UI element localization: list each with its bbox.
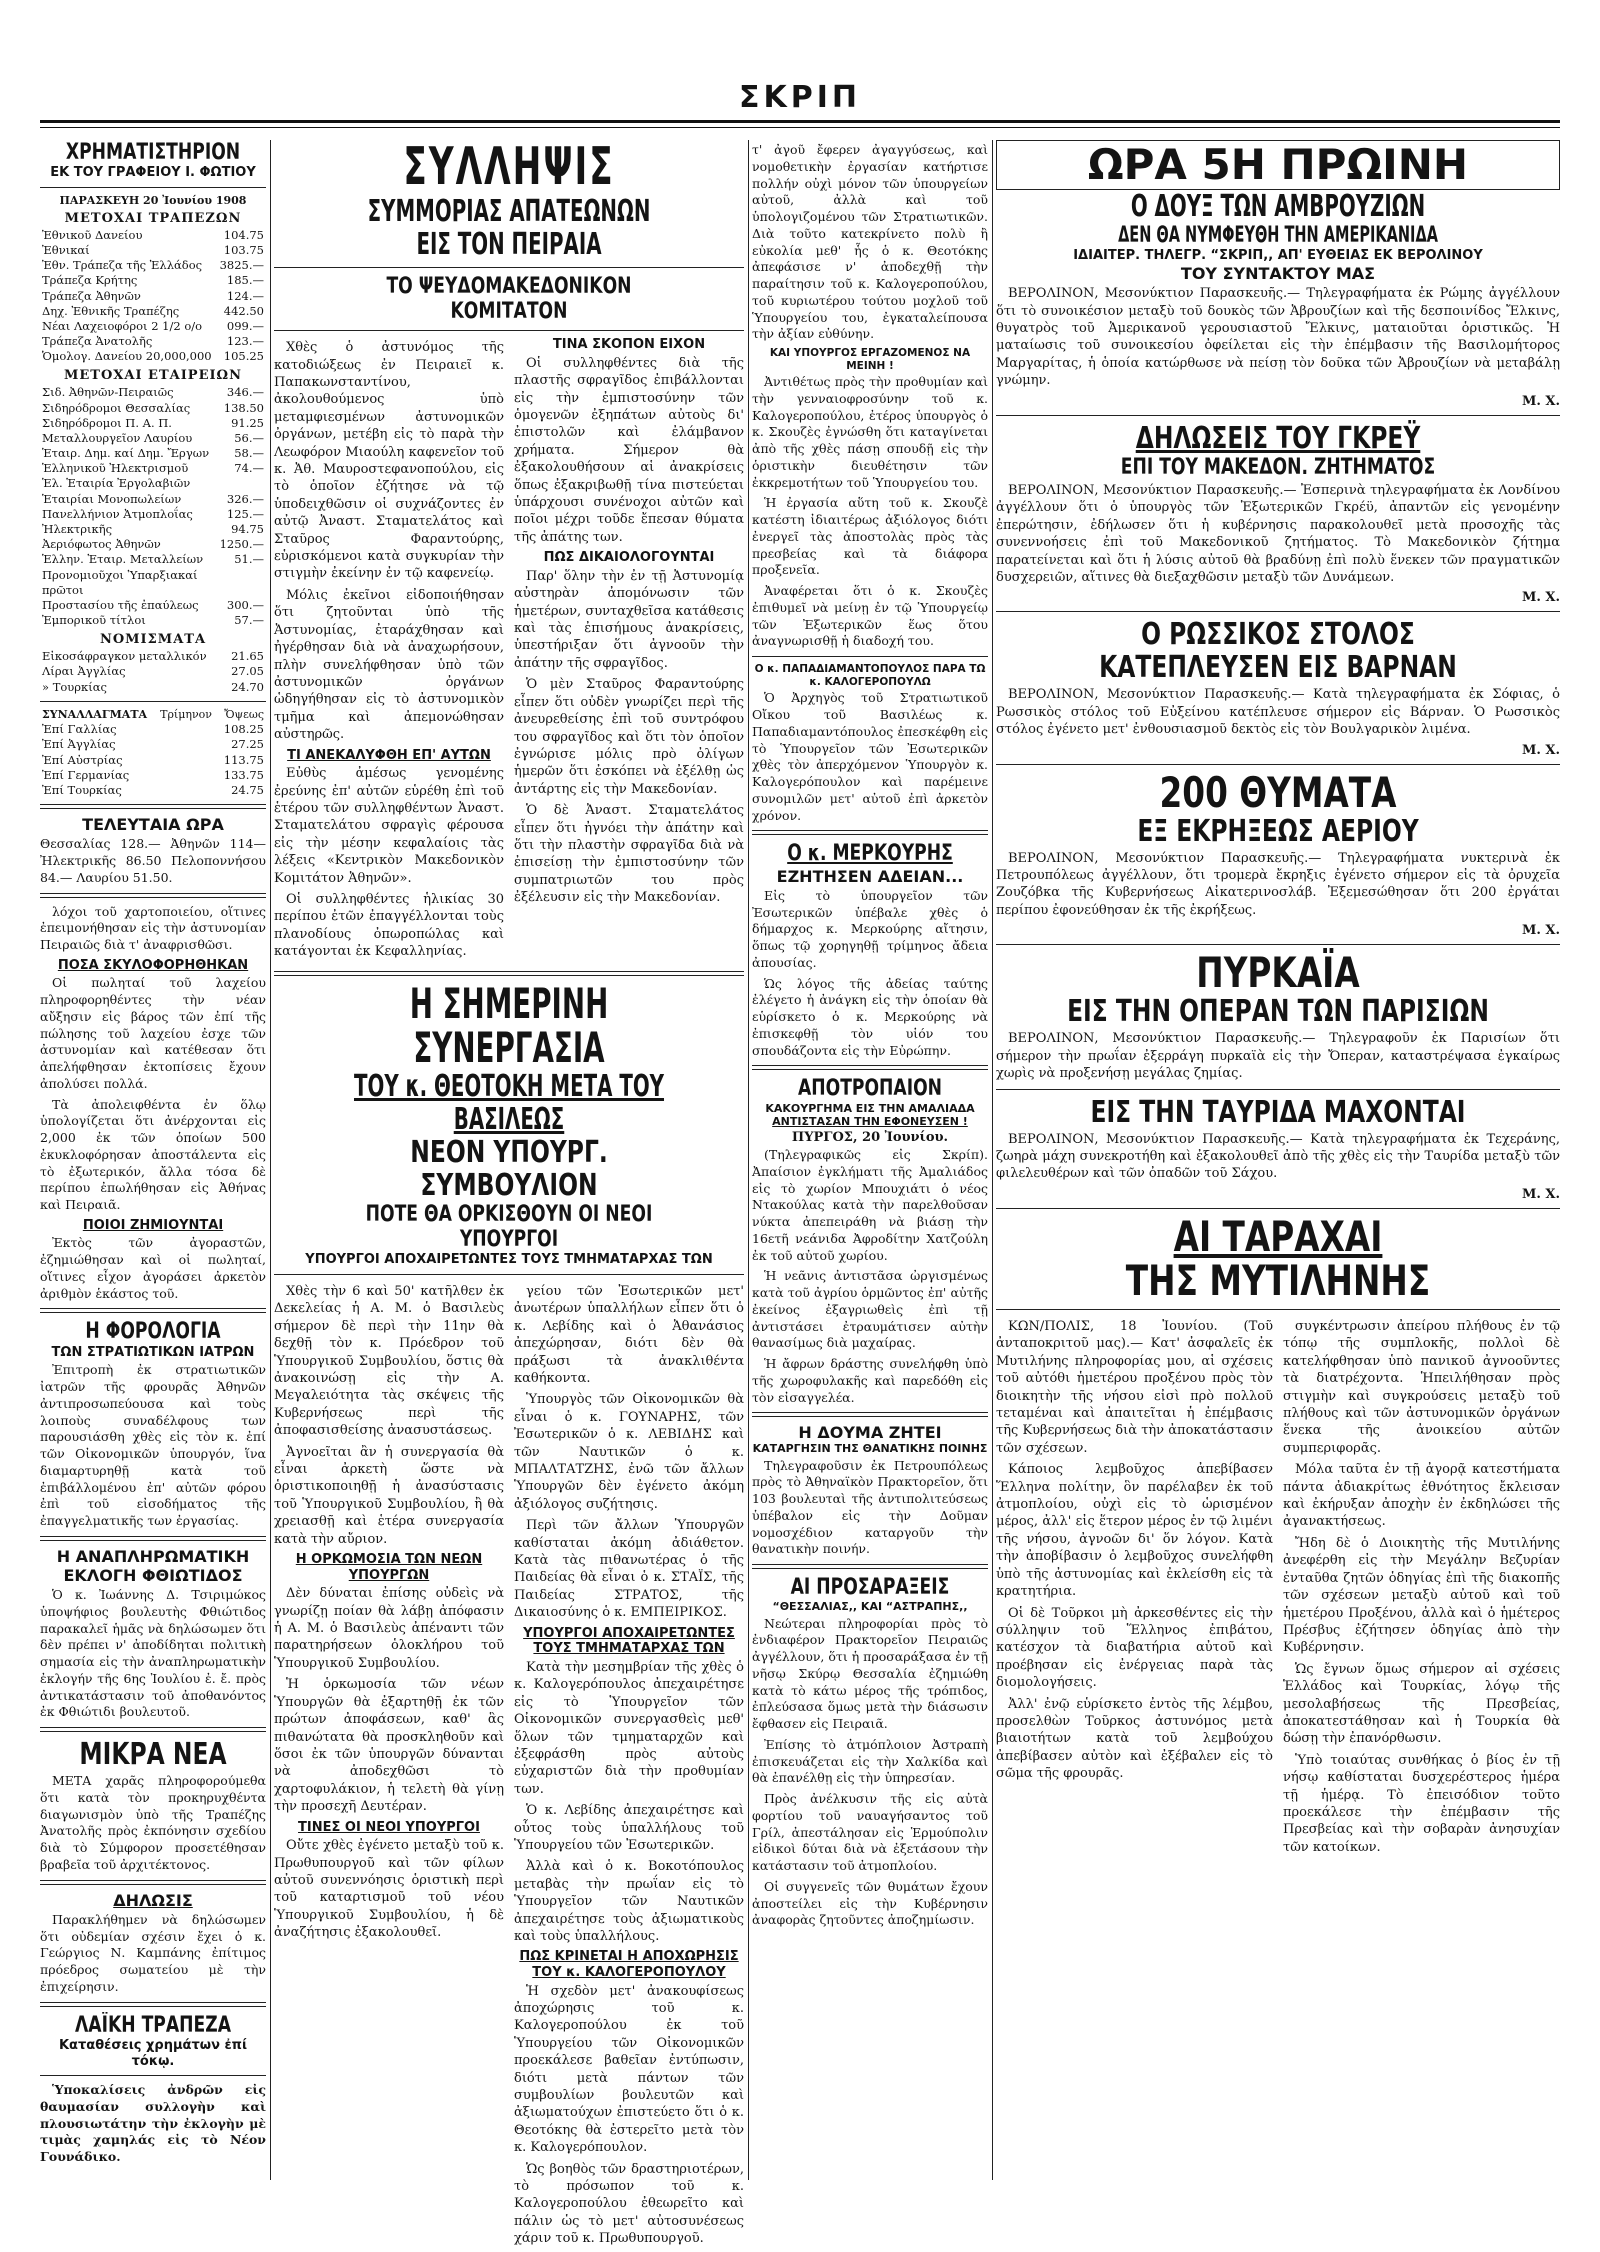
- divider: [40, 701, 266, 702]
- section-subtitle: “ΘΕΣΣΑΛΙΑΣ,, ΚΑΙ “ΑΣΤΡΑΠΗΣ,,: [772, 1600, 968, 1614]
- row-value: 138.50: [223, 400, 264, 415]
- section-subtitle: ΕΖΗΤΗΣΕΝ ΑΔΕΙΑΝ...: [776, 866, 964, 886]
- row-label: Μεταλλουργεῖον Λαυρίου: [42, 430, 193, 445]
- story-paragraph: Ὁ δὲ Ἀναστ. Σταματελάτος εἶπεν ὅτι ἠγνόει τὴν ἀπάτην καὶ ὅτι τὴν πλαστὴν σφραγῖδα διὰ νὰ ἐπισείσῃ τὴν ἐμπιστοσύνην τῶν συμπατριωτῶν του πρὸς ἐξέλευσιν εἰς τὴν Μακεδονίαν.: [514, 803, 744, 906]
- story-subhead: ΤΙ ΑΝΕΚΑΛΥΦΘΗ ΕΠ' ΑΥΤΩΝ: [287, 747, 491, 763]
- story-paragraph: Εὐθὺς ἀμέσως γενομένης ἐρεύνης ἐπ' αὐτῶν εὑρέθη ἐπὶ τοῦ ἑτέρου τῶν συλληφθέντων Ἀναστ. Σταματελάτου σφραγὶς φέρουσα εἰς τὴν μέσην κεφαλαίοις τὰς λέξεις «Κεντρικὸν Μακεδονικὸν Κομιτάτον Ἀθηνῶν».: [274, 766, 504, 886]
- row-value: [218, 476, 266, 491]
- section-text: Παρακλήθημεν νὰ δηλώσωμεν ὅτι οὐδεμίαν σχέσιν ἔχει ὁ κ. Γεώργιος Ν. Καμπάνης ἐπίτιμος πρόεδρος σωματείου μὲ τὴν ἐπιχείρησιν.: [40, 1911, 266, 1994]
- coins-table: [40, 649, 266, 695]
- section-title: ΜΙΚΡΑ ΝΕΑ: [79, 1737, 227, 1773]
- row-value: 74.—: [234, 461, 264, 476]
- arrest-story: [274, 337, 744, 964]
- companies-header: ΜΕΤΟΧΑΙ ΕΤΑΙΡΕΙΩΝ: [63, 368, 243, 384]
- story-subhead: ΠΩΣ ΔΙΚΑΙΟΛΟΓΟΥΝΤΑΙ: [543, 550, 715, 566]
- signature: Μ. Χ.: [1521, 742, 1560, 758]
- story-paragraph: Πρὸς ἀνέλκυσιν τῆς εἰς αὐτὰ φορτίου τοῦ ναυαγήσαντος τοῦ Γρίλ, ἀπεστάλησαν εἰς Ἑρμούπολιν εἰδικοὶ δύται διὰ νὰ ἐξετάσουν τὴν κατάστασιν τοῦ ἀτμοπλοίου.: [752, 1791, 988, 1874]
- row-label: Ἐθνικοῦ Δανείου: [42, 227, 143, 242]
- story-paragraph: Οὔτε χθὲς ἐγένετο μεταξὺ τοῦ κ. Πρωθυπουργοῦ καὶ τῶν φίλων αὐτοῦ συνεννόησις ὁριστικὴ περὶ τοῦ καταρτισμοῦ τοῦ νέου Ὑπουργικοῦ Συμβουλίου, ἡ δὲ ἀναζήτησις ἐξακολουθεῖ.: [274, 1838, 504, 1941]
- table-row: [40, 722, 266, 737]
- fx-sub1: Τρίμηνον: [160, 707, 212, 721]
- story-headline: ΕΙΣ ΤΗΝ ΤΑΥΡΙΔΑ ΜΑΧΟΝΤΑΙ: [1090, 1094, 1466, 1130]
- fx-table: [40, 722, 266, 798]
- divider: [752, 1065, 988, 1070]
- story-subhead: ΤΙΝΕΣ ΟΙ ΝΕΟΙ ΥΠΟΥΡΓΟΙ: [298, 1819, 480, 1835]
- table-row: [40, 289, 266, 304]
- row-label: Νέαι Λαχειοφόροι 2 1/2 ο/ο: [42, 318, 203, 333]
- row-label: Τράπεζα Κρήτης: [42, 273, 138, 288]
- divider: [752, 656, 988, 657]
- story-paragraph: συγκέντρωσιν ἀπείρου πλήθους ἐν τῷ τόπῳ τῆς συμπλοκῆς, πολλοὶ δὲ κατελήφθησαν ὑπὸ πανικοῦ ἀγνοοῦντες τὰ διατρέχοντα. Ἡπειλήθησαν πρὸς στιγμὴν καὶ συγκρούσεις μεταξὺ τοῦ πλήθους καὶ τῶν ἀστυνομικῶν ὀργάνων ἕνεκα τῆς ἀνοικείου αὐτῶν συμπεριφορᾶς.: [1283, 1319, 1560, 1456]
- story-paragraph: Ἀντιθέτως πρὸς τὴν προθυμίαν καὶ τὴν γενναιοφροσύνην τοῦ κ. Καλογεροπούλου, ἐτέρος ὑπουργὸς ὁ κ. Σκουζὲς ἐγνώσθη ὅτι καταγίνεται ἀπὸ τῆς χθὲς πάσῃ σπουδῇ εἰς τὴν ὁριστικὴν διευθέτησιν τῶν ἐκκρεμοτήτων τοῦ Ὑπουργείου του.: [752, 374, 988, 490]
- banks-table: [40, 228, 266, 365]
- row-value: 125.—: [226, 506, 264, 521]
- story-paragraph: Κάποιος λεμβοῦχος ἀπεβίβασεν Ἕλληνα πολίτην, ὃν παρέλαβεν ἐκ τοῦ ἀτμοπλοίου, οὐχὶ εἰς τὸ ὡρισμένον μέρος, ἀλλ' εἰς ἕτερον μέρος ἐν τῷ λιμένι τῆς νήσου, ἀγνοῶν δι' ὅν λόγον. Κατὰ τὴν ἀποβίβασιν ὁ λεμβοῦχος συνελήφθη ὑπὸ τῆς ἀστυνομίας καὶ ἐκλείσθη εἰς τὰ κρατητήρια.: [996, 1462, 1273, 1600]
- column-divider: [748, 140, 749, 2180]
- story-headline-2: ΕΞ ΕΚΡΗΞΕΩΣ ΑΕΡΙΟΥ: [1137, 813, 1419, 849]
- divider: [996, 415, 1560, 416]
- divider: [274, 330, 744, 331]
- divider: [40, 1308, 266, 1313]
- divider: [996, 1309, 1560, 1310]
- story-headline-2: ΚΑΤΕΠΛΕΥΣΕΝ ΕΙΣ ΒΑΡΝΑΝ: [1099, 650, 1457, 686]
- section-subtitle: ΕΚΛΟΓΗ ΦΘΙΩΤΙΔΟΣ: [63, 1566, 243, 1586]
- table-row: [40, 385, 266, 400]
- divider: [274, 1274, 744, 1275]
- row-value: [218, 568, 266, 598]
- row-label: Ἐπί Τουρκίας: [42, 782, 122, 797]
- row-label: Ἐπί Γερμανίας: [42, 767, 130, 782]
- section-subtitle: ΤΩΝ ΣΤΡΑΤΙΩΤΙΚΩΝ ΙΑΤΡΩΝ: [51, 1344, 255, 1360]
- divider: [40, 893, 266, 898]
- column-divider: [270, 140, 271, 2180]
- row-value: 124.—: [226, 288, 264, 303]
- cabinet-headline-4: ΠΟΤΕ ΘΑ ΟΡΚΙΣΘΟΥΝ ΟΙ ΝΕΟΙ ΥΠΟΥΡΓΟΙ: [365, 1201, 653, 1253]
- section-text: ΜΕΤΑ χαρᾶς πληροφορούμεθα ὅτι κατὰ τὸν προκηρυχθέντα διαγωνισμὸν ὑπὸ τῆς Τραπέζης Ἀνατολῆς πρὸς ἐκπόνησιν σχεδίου διὰ τὸ Σύμφορον προσετέθησαν βραβεῖα τοῦ ἀρχιτέκτονος.: [40, 1773, 266, 1872]
- column-arrest-and-cabinet: [274, 137, 744, 2247]
- masthead-rule-thin: [40, 127, 1560, 128]
- story-paragraph: Χθὲς τὴν 6 καὶ 50' κατῆλθεν ἐκ Δεκελείας ἡ Α. Μ. ὁ Βασιλεὺς σήμερον δὲ περὶ τὴν 11ην θὰ δεχθῇ τὸν κ. Πρόεδρον τοῦ Ὑπουργικοῦ Συμβουλίου, ὅστις θὰ ἀνακοινώσῃ εἰς τὴν Α. Μεγαλειότητα τὰς σκέψεις τῆς Κυβερνήσεως περὶ τῆς ἀποφασισθείσης ἀνασυστάσεως.: [274, 1283, 504, 1439]
- section-text: Ἐπιτροπὴ ἐκ στρατιωτικῶν ἰατρῶν τῆς φρουρᾶς Ἀθηνῶν ἀντιπροσωπεύουσα καὶ τοὺς λοιποὺς συναδέλφους των παρουσιάσθη χθὲς εἰς τὸν κ. ἐπί τῶν Οἰκονομικῶν ὑπουργόν, ἵνα διαμαρτυρηθῇ κατὰ τοῦ ἐπιβάλλομένου ἐπ' αὐτῶν φόρου ἐπὶ τοῦ εἰσοδήματος τῆς ἐπαγγελματικῆς των ἐργασίας.: [40, 1362, 266, 1529]
- story-byline-2: ΤΟΥ ΣΥΝΤΑΚΤΟΥ ΜΑΣ: [1180, 263, 1376, 283]
- row-label: Τράπεζα Ἀθηνῶν: [42, 288, 141, 303]
- mytilene-story: [996, 1316, 1560, 1860]
- row-value: 104.75: [223, 227, 264, 242]
- story-paragraph: ΒΕΡΟΛΙΝΟΝ, Μεσονύκτιον Παρασκευῆς.— Τηλεγραφήματα ἐκ Ρώμης ἀγγέλλουν ὅτι τὸ συνοικέσιον μεταξὺ τοῦ δουκὸς τῶν Ἀβρουζίων καὶ τῆς δεσποινίδος Ἔλκινς, θυγατρὸς τοῦ Ἀμερικανοῦ γερουσιαστοῦ Ἔλκινς, ματαιοῦται ὁριστικῶς. Ἡ ματαίωσις τοῦ συνοικεσίου ὀφείλεται εἰς τὴν ἐπέμβασιν τῆς Βασιλομήτορος Μαργαρίτας, ἡ ὁποία κατώρθωσε νὰ πείσῃ τὸν δοῦκα τῶν Ἀβρουζίων νὰ μεταβάλῃ γνώμην.: [996, 286, 1560, 389]
- fx-header-row: [40, 708, 266, 723]
- divider: [996, 1089, 1560, 1090]
- row-label: Ἀεριόφωτος Ἀθηνῶν: [42, 537, 161, 552]
- row-label: Ἐθνικαί: [42, 243, 90, 258]
- table-row: [40, 613, 266, 628]
- story-paragraph: Ὁ Ἀρχηγὸς τοῦ Στρατιωτικοῦ Οἴκου τοῦ Βασιλέως κ. Παπαδιαμαντόπουλος ἐπεσκέφθη εἰς τὸ Ὑπουργεῖον τῶν Ἐσωτερικῶν χθὲς τὸν ἀπερχόμενον Ὑπουργὸν κ. Καλογερόπουλον καὶ παρέμεινε συνομιλῶν μετ' αὐτοῦ ἐπὶ ἀρκετὸν χρόνον.: [752, 690, 988, 823]
- row-label: Τράπεζα Ἀνατολῆς: [42, 334, 153, 349]
- story-subhead: ΥΠΟΥΡΓΟΙ ΑΠΟΧΑΙΡΕΤΩΝΤΕΣ ΤΟΥΣ ΤΜΗΜΑΤΑΡΧΑΣ ΤΩΝ: [523, 1625, 735, 1657]
- row-value: 300.—: [226, 597, 264, 612]
- story-paragraph: Μόλα ταῦτα ἐν τῇ ἀγορᾷ κατεστήματα πάντα ἀδιακρίτως ἐθνότητος ἔκλεισαν καὶ ἐκήρυξαν ἀποχὴν ἐν ἐκδηλώσει τῆς ἀγανακτήσεως.: [1283, 1462, 1560, 1530]
- story-paragraph: Ἡ ἄφρων δράστης συνελήφθη ὑπὸ τῆς χωροφυλακῆς καὶ παρεδόθη εἰς τὸν εἰσαγγελέα.: [752, 1356, 988, 1405]
- story-subhead: Ο κ. ΠΑΠΑΔΙΑΜΑΝΤΟΠΟΥΛΟΣ ΠΑΡΑ ΤΩ κ. ΚΑΛΟΓΕΡΟΠΟΥΛΩ: [754, 663, 986, 688]
- section-subtitle: ΚΑΚΟΥΡΓΗΜΑ ΕΙΣ ΤΗΝ ΑΜΑΛΙΑΔΑ: [765, 1101, 975, 1115]
- column-news: [752, 140, 988, 2180]
- row-value: 94.75: [231, 521, 264, 536]
- arrest-headline: ΣΥΛΛΗΨΙΣ: [403, 137, 615, 197]
- row-value: 326.—: [226, 491, 264, 506]
- row-value: 108.25: [223, 722, 264, 737]
- story-paragraph: γείου τῶν Ἐσωτερικῶν μετ' ἀνωτέρων ὑπαλλήλων εἶπεν ὅτι ὁ κ. Λεβίδης καὶ ὁ Ἀθανάσιος ἀπεχώρησαν, διότι δὲν θὰ πράξωσι τὰ ἀνακλιθέντα καθήκοντα.: [514, 1283, 744, 1386]
- stock-exchange-title: ΧΡΗΜΑΤΙΣΤΗΡΙΟΝ: [65, 140, 241, 165]
- table-row: [40, 228, 266, 243]
- row-label: Εἰκοσάφραγκον μεταλλικόν: [42, 649, 207, 664]
- section-text: Οἱ πωληταί τοῦ λαχείου πληροφορηθέντες τὴν νέαν αὔξησιν εἰς βάρος τῶν ἐπί τῆς πώλησης τοῦ λαχείου ἐσχε τῶν ἀστυνομίαν καὶ κατέθεσαν ὅτι ἀπελήφθησαν ἐκτοπίσεις ἔχουν ἀπολύσει πολλά.: [40, 975, 266, 1091]
- row-label: Ἑλλην. Ἑταιρ. Μεταλλείων: [42, 552, 204, 567]
- table-row: [40, 431, 266, 446]
- story-paragraph: Ὁ μὲν Σταῦρος Φαραντούρης εἶπεν ὅτι οὐδὲν γνωρίζει περὶ τῆς ἀνευρεθείσης ἐπὶ τοῦ συντρόφου του σφραγῖδος καὶ ὅτι τὸν ὁποῖον ἐγνώρισε μόλις πρὸ ὀλίγων ἡμερῶν ὅτι ἐσκόπει νὰ ἐξέλθῃ ὡς ἀντάρτης εἰς τὴν Μακεδονίαν.: [514, 677, 744, 797]
- divider: [996, 944, 1560, 945]
- story-paragraph: Μόλις ἐκεῖνοι εἰδοποιήθησαν ὅτι ζητοῦνται ὑπὸ τῆς Ἀστυνομίας, ἐταράχθησαν καὶ ἠγέρθησαν διὰ νὰ ἀναχωρήσουν, πλὴν συνελήφθησαν ὑπὸ τῶν ἀστυνομικῶν ὀργάνων ὡδηγήθησαν εἰς τὸ ἀστυνομικὸν τμῆμα καὶ ἀπεμονώθησαν αὐστηρῶς.: [274, 587, 504, 743]
- last-hour-title: ΤΕΛΕΥΤΑΙΑ ΩΡΑ: [82, 815, 224, 835]
- row-value: 133.75: [223, 767, 264, 782]
- story-paragraph: Ὡς ἔγνων ὅμως σήμερον αἱ σχέσεις Ἑλλάδος καὶ Τουρκίας, λόγῳ τῆς μεσολαβήσεως τῆς Πρεσβείας, ἀποκατεστάθησαν καὶ ἡ Τουρκία θὰ δώσῃ τὴν ἐπανόρθωσιν.: [1283, 1661, 1560, 1747]
- story-headline-2: ΕΙΣ ΤΗΝ ΟΠΕΡΑΝ ΤΩΝ ΠΑΡΙΣΙΩΝ: [1067, 994, 1489, 1030]
- column-latest-news: [996, 140, 1560, 2180]
- row-value: 24.75: [231, 782, 264, 797]
- signature: Μ. Χ.: [1521, 590, 1560, 606]
- row-label: Ἐπί Αὐστρίας: [42, 752, 123, 767]
- story-paragraph: Οἱ συγγενεῖς τῶν θυμάτων ἔχουν ἀποστείλει εἰς τὴν Κυβέρνησιν ἀναφορὰς ζητοῦντες ἀποζημίωσιν.: [752, 1878, 988, 1928]
- story-headline-2: ΤΗΣ ΜΥΤΙΛΗΝΗΣ: [1125, 1255, 1431, 1305]
- section-title: Η ΦΟΡΟΛΟΓΙΑ: [85, 1319, 221, 1345]
- story-paragraph: τ' ἀγοῦ ἔφερεν ἀγαγγύσεως, καὶ νομοθετικὴν ἐργασίαν κατήρτισε πολλήν οὐχὶ μόνον τῶν ὑπουργείων αὐτοῦ, ἀλλὰ καὶ τοῦ ὑπολογιζομένου τῶν Στρατιωτικῶν. Διὰ τοῦτο κατεκρίνετο πολὺ ἢ εὐκολία μεθ' ἧς ὁ κ. Θεοτόκης ἀπεφάσισε ν' ἀποδεχθῇ τὴν παραίτησιν τοῦ κ. Καλογεροπούλου, τοῦ κυριωτέρου τούτου μοχλοῦ τοῦ Ὑπουργείου του, ἐγκαταλείπουσα τὴν ἀξίαν εὐθύνην.: [752, 142, 988, 342]
- section-title: ΔΗΛΩΣΙΣ: [113, 1890, 193, 1910]
- masthead-title: ΣΚΡΙΠ: [739, 80, 861, 115]
- table-row: [40, 753, 266, 768]
- table-row: [40, 416, 266, 431]
- table-row: [40, 476, 266, 491]
- section-text: Τὰ ἀπολειφθέντα ἐν ὅλῳ ὑπολογίζεται ὅτι ἀνέρχονται εἰς 2,000 ἐκ τῶν ὁποίων 500 ἐκυκλοφόρησαν ἀποστάλεντα εἰς τὸ ἐξωτερικόν, ἄλλα τόσα δὲ περίπου ἐπωλήθησαν εἰς Ἀθήνας καὶ Πειραιᾶ.: [40, 1096, 266, 1213]
- story-subhead: ΤΙΝΑ ΣΚΟΠΟΝ ΕΙΧΟΝ: [552, 337, 706, 353]
- table-row: [40, 552, 266, 567]
- story-paragraph: Νεώτεραι πληροφορίαι πρὸς τὸ ἐνδιαφέρον Πρακτορεῖον Πειραιῶς ἀγγέλλουν, ὅτι ἡ προσαράξασα ἐν τῇ νῆσῳ Σκύρῳ Θεσσαλία ἐζημιώθη κατὰ τὸ κάτω μέρος τῆς τρόπιδος, ἐπλεύσασα ὅμως μετὰ τὴν διάσωσιν ἔφθασεν εἰς Πειραιᾶ.: [752, 1615, 988, 1732]
- section-title: Η ΑΝΑΠΛΗΡΩΜΑΤΙΚΗ: [56, 1546, 250, 1566]
- row-label: Προστασίου τῆς ἐπαύλεως: [42, 597, 199, 612]
- row-value: 185.—: [226, 273, 264, 288]
- table-row: [40, 783, 266, 798]
- row-value: 099.—: [226, 318, 264, 333]
- row-value: 27.05: [231, 664, 264, 679]
- table-row: [40, 243, 266, 258]
- cabinet-headline-2: ΤΟΥ κ. ΘΕΟΤΟΚΗ ΜΕΤΑ ΤΟΥ ΒΑΣΙΛΕΩΣ: [353, 1068, 665, 1137]
- cabinet-headline-5: ΥΠΟΥΡΓΟΙ ΑΠΟΧΑΙΡΕΤΩΝΤΕΣ ΤΟΥΣ ΤΜΗΜΑΤΑΡΧΑΣ ΤΩΝ: [305, 1252, 713, 1268]
- divider: [996, 764, 1560, 765]
- story-paragraph: Εἰς τὸ ὑπουργεῖον τῶν Ἐσωτερικῶν ὑπέβαλε χθὲς ὁ δήμαρχος κ. Μερκούρης αἴτησιν, ὅπως τῷ χορηγηθῇ τρίμηνος ἄδεια ἀπουσίας.: [752, 887, 988, 970]
- masthead-rule: [40, 120, 1560, 123]
- table-row: [40, 334, 266, 349]
- story-headline: ΠΥΡΚΑΪΑ: [1196, 948, 1360, 998]
- story-headline: ΑΙ ΤΑΡΑΧΑΙ: [1173, 1211, 1383, 1261]
- story-headline: Ο ΡΩΣΣΙΚΟΣ ΣΤΟΛΟΣ: [1141, 617, 1415, 653]
- section-text: Ὁ κ. Ἰωάννης Δ. Τσιριμώκος ὑποψήφιος βουλευτὴς Φθιώτιδος παρακαλεῖ ἡμᾶς νὰ δηλώσωμεν ὅτι δὲν πρέπει ν' ἀποδίδηται πολιτικὴ σημασία εἰς τὴν ἀναπληρωματικὴν ἐκλογήν τῆς 6ης Ἰουλίου ἐ. ἔ. πρὸς ἀντικατάστασιν τοῦ ἀποθανόντος ἐκ Φθιώτιδι βουλευτοῦ.: [40, 1587, 266, 1720]
- row-value: 91.25: [231, 415, 264, 430]
- story-paragraph: Ὡς βοηθὸς τῶν δραστηριοτέρων, τὸ πρόσωπον τοῦ κ. Καλογεροπούλου ἐθεωρεῖτο καὶ πάλιν ὡς τὸ μετ' αὐτοσυνέσεως χάριν τοῦ κ. Πρωθυπουργοῦ.: [514, 2161, 744, 2247]
- cabinet-headline: Η ΣΗΜΕΡΙΝΗ ΣΥΝΕΡΓΑΣΙΑ: [409, 978, 609, 1072]
- divider: [40, 1536, 266, 1541]
- story-paragraph: ΚΩΝ/ΠΟΛΙΣ, 18 Ἰουνίου. (Τοῦ ἀνταποκριτοῦ μας).— Κατ' ἀσφαλεῖς ἐκ Μυτιλήνης πληροφορίας μου, αἱ σχέσεις τοῦ αὐτόθι ἡμετέρου προξένου πρὸς τὸν διοικητὴν τῆς νήσου εἰσὶ πρὸ πολλοῦ τεταμέναι καὶ ἀπαιτεῖται ἡ ἐπέμβασις τῆς Κυβερνήσεως διὰ τὴν ἀποκατάστασιν τῶν σχέσεων.: [996, 1319, 1273, 1456]
- table-row: [40, 507, 266, 522]
- divider: [274, 267, 744, 268]
- story-paragraph: Οἱ δὲ Τοῦρκοι μὴ ἀρκεσθέντες εἰς τὴν σύλληψιν τοῦ Ἕλληνος ἐπιβάτου, κατέσχον τὰ διαβατήρια αὐτοῦ καὶ προέβησαν εἰς ἐνέργειας παρὰ τὰς διομολογήσεις.: [996, 1605, 1273, 1691]
- row-label: Ἐπί Ἀγγλίας: [42, 737, 116, 752]
- story-paragraph: Τηλεγραφοῦσιν ἐκ Πετρουπόλεως πρὸς τὸ Ἀθηναϊκὸν Πρακτορεῖον, ὅτι 103 βουλευταὶ τῆς ἀντιπολιτεύσεως ὑπέβαλον εἰς τὴν Δοῦμαν νομοσχέδιον καταργοῦν τὴν θανατικὴν ποινήν.: [752, 1457, 988, 1557]
- story-paragraph: Περὶ τῶν ἄλλων Ὑπουργῶν καθίσταται ἀκόμη ἀδιάθετον. Κατὰ τὰς πιθανωτέρας ὁ τῆς Παιδείας θὰ εἶναι ὁ κ. ΣΤΑΪΣ, τῆς Παιδείας ΣΤΡΑΤΟΣ, τῆς Δικαιοσύνης ὁ κ. ΕΜΠΕΙΡΙΚΟΣ.: [514, 1518, 744, 1621]
- table-row: [40, 568, 266, 598]
- section-title: ΑΙ ΠΡΟΣΑΡΑΞΕΙΣ: [790, 1575, 950, 1601]
- banner-box: [996, 140, 1560, 190]
- story-paragraph: Χθὲς ὁ ἀστυνόμος τῆς κατοδιώξεως ἐν Πειραιεῖ κ. Παπακωνσταντίνου, ἀκολουθούμενος ὑπὸ μεταμφιεσμένων ἀστυνομικῶν ὀργάνων, μετέβη εἰς τὸ παρὰ τὴν Λεωφόρον Μιαούλη καφενεῖον τοῦ κ. Ἀθ. Μαυροστεφανοπούλου, εἰς τὸ ὁποῖον ἐζήτησε νὰ τῷ ὑποδειχθῶσιν οἱ συχνάζοντες ἐν αὐτῷ Ἀναστ. Σταματελάτος καὶ Σταῦρος Φαραντούρης, εὑρισκόμενοι κατὰ συγκυρίαν τὴν στιγμὴν ἐκείνην ἐν τῷ καφενείῳ.: [274, 340, 504, 582]
- masthead: [40, 78, 1560, 134]
- row-value: 3825.—: [219, 258, 264, 273]
- table-row: [40, 304, 266, 319]
- cabinet-headline-3: ΝΕΟΝ ΥΠΟΥΡΓ. ΣΥΜΒΟΥΛΙΟΝ: [410, 1134, 608, 1203]
- row-label: Σιδηρόδρομοι Θεσσαλίας: [42, 400, 191, 415]
- fragment-text: λόχοι τοῦ χαρτοποιείου, οἵτινες ἐπειμονήθησαν εἰς τὴν ἀστυνομίαν Πειραιῶς διὰ τ' ἀναφρισθῶσι.: [40, 903, 266, 953]
- signature: Μ. Χ.: [1521, 1186, 1560, 1202]
- cabinet-story: [274, 1281, 744, 2252]
- row-label: Ὁμολογ. Δανείου 20,000,000: [42, 349, 212, 364]
- divider: [40, 804, 266, 809]
- divider: [274, 971, 744, 976]
- signature: Μ. Χ.: [1521, 923, 1560, 939]
- table-row: [40, 537, 266, 552]
- story-paragraph: Ὑπὸ τοιαύτας συνθήκας ὁ βίος ἐν τῇ νήσῳ καθίσταται δυσχερέστερος ἡμέρα τῇ ἡμέρᾳ. Τὸ ἐπεισόδιον τοῦτο προεκάλεσε τὴν ἐπέμβασιν τῆς Πρεσβείας καὶ τὴν σοβαρὰν ἀνησυχίαν τῶν κατοίκων.: [1283, 1752, 1560, 1855]
- table-row: [40, 273, 266, 288]
- story-paragraph: Ἀλλ' ἐνῷ εὑρίσκετο ἐντὸς τῆς λέμβου, προσελθὼν Τοῦρκος ἀστυνόμος μετὰ βιαιοτήτων κατὰ τοῦ λεμβούχου ἀπεβίβασεν αὐτὸν καὶ ἐξέβαλεν εἰς τὸ σῶμα τῆς φρουρᾶς.: [996, 1696, 1273, 1782]
- row-value: 442.50: [223, 303, 264, 318]
- row-value: 58.—: [234, 446, 264, 461]
- row-value: 24.70: [231, 679, 264, 694]
- column-divider: [992, 140, 993, 2180]
- table-row: [40, 446, 266, 461]
- story-paragraph: Δὲν δύναται ἐπίσης οὐδεὶς νὰ γνωρίζῃ ποίαν θὰ λάβῃ ἀπόφασιν ἡ Α. Μ. ὁ Βασιλεὺς ἀπέναντι τῶν παρατηρήσεων ὁλοκλήρου τοῦ Ὑπουργικοῦ Συμβουλίου.: [274, 1586, 504, 1671]
- table-row: [40, 492, 266, 507]
- row-value: 21.65: [231, 649, 264, 664]
- row-label: Λίραι Ἀγγλίας: [42, 664, 126, 679]
- row-label: Ἐμπορικοῦ τίτλοι: [42, 613, 146, 628]
- story-paragraph: Κατὰ τὴν μεσημβρίαν τῆς χθὲς ὁ κ. Καλογερόπουλος ἀπεχαιρέτησε εἰς τὸ Ὑπουργεῖον τῶν Οἰκονομικῶν συνεργασθεὶς μεθ' ὅλων τῶν τμηματαρχῶν καὶ ἐξεφράσθη πρὸς αὐτοὺς εὐχαριστῶν διὰ τὴν προθυμίαν των.: [514, 1659, 744, 1797]
- row-label: Ἑταιρ. Δημ. καί Δημ. Ἔργων: [42, 446, 210, 461]
- section-title: ΠΟΙΟΙ ΖΗΜΙΟΥΝΤΑΙ: [82, 1217, 224, 1233]
- table-row: [40, 598, 266, 613]
- last-hour-text: Θεσσαλίας 128.— Ἀθηνῶν 114— Ἠλεκτρικῆς 86.50 Πελοποννήσου 84.— Λαυρίου 51.50.: [40, 836, 266, 885]
- story-subhead: ΠΩΣ ΚΡΙΝΕΤΑΙ Η ΑΠΟΧΩΡΗΣΙΣ ΤΟΥ κ. ΚΑΛΟΓΕΡΟΠΟΥΛΟΥ: [519, 1949, 739, 1980]
- table-row: [40, 258, 266, 273]
- story-byline: ΙΔΙΑΙΤΕΡ. ΤΗΛΕΓΡ. “ΣΚΡΙΠ,, ΑΠ' ΕΥΘΕΙΑΣ ΕΚ ΒΕΡΟΛΙΝΟΥ: [1073, 248, 1483, 264]
- story-headline: ΔΗΛΩΣΕΙΣ ΤΟΥ ΓΚΡΕΫ: [1135, 420, 1421, 456]
- row-value: 103.75: [223, 243, 264, 258]
- story-paragraph: Ἀλλὰ καὶ ὁ κ. Βοκοτόπουλος μεταβὰς τὴν πρωΐαν εἰς τὸ Ὑπουργεῖον τῶν Ναυτικῶν ἀπεχαιρέτησε τοὺς ἀξιωματικοὺς καὶ τοὺς ὑπαλλήλους.: [514, 1859, 744, 1944]
- divider: [40, 187, 266, 188]
- section-title: ΛΑΪΚΗ ΤΡΑΠΕΖΑ: [75, 2012, 231, 2038]
- story-paragraph: Ὡς λόγος τῆς ἀδείας ταύτης ἐλέγετο ἡ ἀνάγκη εἰς τὴν ὁποίαν θὰ εὑρίσκετο ὁ κ. Μερκούρης νὰ ἐπισκεφθῇ τὸν υἱόν του σπουδάζοντα εἰς τὴν Εὐρώπην.: [752, 975, 988, 1058]
- story-paragraph: ΒΕΡΟΛΙΝΟΝ, Μεσονύκτιον Παρασκευῆς.— Τηλεγραφήματα νυκτερινὰ ἐκ Πετρουπόλεως ἀγγέλλουν, ὅτι τρομερὰ ἔκρηξις ἐγένετο σήμερον εἰς τὰ ὀρυχεῖα Ζουζόβκα τῆς Κυβερνήσεως Αἰκατερινοσλάβ. Ἐξεμεσώθησαν ὅτι 200 ἐργάται περίπου ἐφονεύθησαν ἐκ τῆς ἐκρήξεως.: [996, 850, 1560, 918]
- story-paragraph: Ἡ ἐργασία αὕτη τοῦ κ. Σκουζὲ κατέστη ἰδιαιτέρως ἀξιόλογος διότι ἐνεργεῖ τὰς ἀποστολὰς πρὸς τὰς πρεσβείας καὶ τὰ διάφορα προξενεῖα.: [752, 495, 988, 578]
- table-row: [40, 649, 266, 664]
- section-subtitle: ΑΝΤΙΣΤΑΣΑΝ ΤΗΝ ΕΦΟΝΕΥΣΕΝ !: [772, 1114, 968, 1128]
- row-value: 27.25: [231, 737, 264, 752]
- table-row: [40, 349, 266, 364]
- table-row: [40, 522, 266, 537]
- divider: [40, 2002, 266, 2007]
- story-paragraph: Ἡ ὁρκωμοσία τῶν νέων Ὑπουργῶν θὰ ἐξαρτηθῇ ἐκ τῶν πρώτων ἀποφάσεων, καθ' ἃς πιθανώτατα θὰ προσκληθοῦν καὶ ὅσοι ἐκ τῶν ὑπουργῶν δύνανται νὰ ἀποδεχθῶσι τὸ χαρτοφυλάκιον, ἡ τελετὴ θὰ γίνῃ τὴν προσεχῆ Δευτέραν.: [274, 1677, 504, 1815]
- row-value: 113.75: [223, 752, 264, 767]
- story-paragraph: Ἤδη δὲ ὁ Διοικητὴς τῆς Μυτιλήνης ἀνεφέρθη εἰς τὴν Μεγάλην Βεζυρίαν ἐνταῦθα ζητῶν ὁδηγίας ἐπὶ τῆς διακοπῆς τῶν σχέσεων μεταξὺ αὐτοῦ καὶ τοῦ ἡμετέρου Προξένου, ἀλλὰ καὶ ὁ ἡμέτερος Πρέσβυς ἐζήτησεν ὁδηγίας ἀπὸ τὴν Κυβέρνησιν.: [1283, 1535, 1560, 1656]
- banner-title: ΩΡΑ 5Η ΠΡΩΙΝΗ: [1087, 140, 1469, 189]
- story-paragraph: Ἀναφέρεται ὅτι ὁ κ. Σκουζὲς ἐπιθυμεῖ νὰ μείνῃ ἐν τῷ Ὑπουργείῳ τῶν Ἐξωτερικῶν ἕως ὅτου ἀναγνωρισθῇ ἡ διαδοχή του.: [752, 583, 988, 649]
- row-value: 105.25: [223, 349, 264, 364]
- row-label: » Τουρκίας: [42, 679, 107, 694]
- row-label: Ἠλεκτρικῆς: [42, 521, 113, 536]
- row-label: Σιδ. Ἀθηνῶν-Πειραιῶς: [42, 385, 174, 400]
- row-label: Ἐπί Γαλλίας: [42, 722, 117, 737]
- section-text: Ἐκτὸς τῶν ἀγοραστῶν, ἐζημιώθησαν καὶ οἱ πωληταί, οἵτινες εἶχον ἀγοράσει ἀρκετὸν ἀριθμὸν ἑκάστος τοῦ.: [40, 1235, 266, 1301]
- story-headline: 200 ΘΥΜΑΤΑ: [1159, 767, 1397, 817]
- section-subtitle: Καταθέσεις χρημάτων ἐπί τόκῳ.: [58, 2037, 248, 2069]
- row-value: 56.—: [234, 430, 264, 445]
- stock-source: ΕΚ ΤΟΥ ΓΡΑΦΕΙΟΥ Ι. ΦΩΤΙΟΥ: [50, 165, 256, 181]
- table-row: [40, 680, 266, 695]
- divider: [996, 1208, 1560, 1209]
- section-title: Η ΔΟΥΜΑ ΖΗΤΕΙ: [798, 1423, 942, 1443]
- story-paragraph: Παρ' ὅλην τὴν ἐν τῇ Ἀστυνομίᾳ αὐστηρὰν ἀπομόνωσιν τῶν ἡμετέρων, συνταχθεῖσα κατάθεσις καὶ τὰς ἐπισήμους ἀνακρίσεις, ὑπεστήριξαν ὅτι ἀγνοοῦν τὴν ἀπάτην τῆς σφραγῖδος.: [514, 568, 744, 671]
- story-paragraph: ΒΕΡΟΛΙΝΟΝ, Μεσονύκτιον Παρασκευῆς.— Κατὰ τηλεγραφήματα ἐκ Σόφιας, ὁ Ρωσσικὸς στόλος τοῦ Εὐξείνου κατέπλευσε σήμερον εἰς Βάρναν. Ὁ Ρωσσικὸς στόλος ἐγένετο μετ' ἐνθουσιασμοῦ δεκτὸς εἰς τὸν Βουλγαρικὸν λιμένα.: [996, 687, 1560, 738]
- table-row: [40, 737, 266, 752]
- signature: Μ. Χ.: [1521, 393, 1560, 409]
- table-row: [40, 461, 266, 476]
- story-paragraph: Οἱ συλληφθέντες διὰ τῆς πλαστῆς σφραγῖδος ἐπιβάλλονται εἰς τὴν ἐμπιστοσύνην τῶν ὁμογενῶν ἐξηπάτων αὐτοὺς δι' ἐπιστολῶν καὶ ἐλάμβανον χρήματα. Σήμερον θὰ ἐξακολουθήσουν αἱ ἀνακρίσεις ὅπως ἐξακριβωθῇ τίνα πιστεύεται ὑπάρχουσι συνένοχοι αὐτῶν καὶ ποῖοι μέχρι τοῦδε ἔπεσαν θύματα τῆς ἀπάτης των.: [514, 355, 744, 545]
- story-paragraph: ΒΕΡΟΛΙΝΟΝ, Μεσονύκτιον Παρασκευῆς.— Τηλεγραφοῦν ἐκ Παρισίων ὅτι σήμερον τὴν πρωΐαν ἐξερράγη πυρκαϊὰ εἰς τὴν Ὄπεραν, καταστρέψασα ἐγκαίρως χωρὶς νὰ προξενήσῃ μεγάλας ζημίας.: [996, 1031, 1560, 1082]
- row-label: Ἐθν. Τράπεζα τῆς Ἑλλάδος: [42, 258, 203, 273]
- advertisement-text: Ὑποκαλίσεις ἀνδρῶν εἰς θαυμασίαν συλλογὴν καὶ πλουσιωτάτην τὴν ἐκλογὴν μὲ τιμὰς χαμηλάς εἰς τὸ Νέον Γουνάδικο.: [40, 2082, 266, 2165]
- section-subtitle: ΚΑΤΑΡΓΗΣΙΝ ΤΗΣ ΘΑΝΑΤΙΚΗΣ ΠΟΙΝΗΣ: [752, 1442, 988, 1456]
- row-label: Προνομιοῦχοι Ὑπαρξιακαί πρῶτοι: [42, 567, 198, 597]
- row-label: Ἑταιρίαι Μονοπωλείων: [42, 491, 182, 506]
- table-row: [40, 319, 266, 334]
- divider: [40, 1727, 266, 1732]
- row-value: 123.—: [226, 334, 264, 349]
- story-subhead: ΚΑΙ ΥΠΟΥΡΓΟΣ ΕΡΓΑΖΟΜΕΝΟΣ ΝΑ ΜΕΙΝΗ !: [769, 347, 971, 372]
- fx-header: ΣΥΝΑΛΛΑΓΜΑΤΑ: [42, 707, 148, 721]
- story-paragraph: Ὑπουργὸς τῶν Οἰκονομικῶν θὰ εἶναι ὁ κ. ΓΟΥΝΑΡΗΣ, τῶν Ἐσωτερικῶν ὁ κ. ΛΕΒΙΔΗΣ καὶ τῶν Ναυτικῶν ὁ κ. ΜΠΑΛΤΑΤΖΗΣ, ἐνῶ τῶν ἄλλων Ὑπουργῶν δὲν ἐγένετο ἀκόμη ἀξιόλογος συζήτησις.: [514, 1392, 744, 1512]
- row-label: Σιδηρόδρομοι Π. Α. Π.: [42, 415, 172, 430]
- story-headline-2: ΔΕΝ ΘΑ ΝΥΜΦΕΥΘΗ ΤΗΝ ΑΜΕΡΙΚΑΝΙΔΑ: [1118, 223, 1438, 249]
- divider: [40, 2075, 266, 2076]
- story-paragraph: Ἐπίσης τὸ ἀτμόπλοιον Ἀστραπὴ ἐπισκευάζεται εἰς τὴν Χαλκίδα καὶ θὰ ἐπανέλθῃ εἰς τὴν ὑπηρεσίαν.: [752, 1736, 988, 1786]
- row-value: 1250.—: [219, 537, 264, 552]
- companies-table: [40, 385, 266, 628]
- stock-date: ΠΑΡΑΣΚΕΥΗ 20 Ἰουνίου 1908: [59, 193, 247, 207]
- column-stock-exchange: [40, 140, 266, 2180]
- row-value: 57.—: [234, 613, 264, 628]
- divider: [752, 830, 988, 835]
- story-paragraph: Ὁ κ. Λεβίδης ἀπεχαιρέτησε καὶ οὗτος τοὺς ὑπαλλήλους τοῦ Ὑπουργείου τῶν Ἐσωτερικῶν.: [514, 1803, 744, 1853]
- story-paragraph: Ἀγνοεῖται ἂν ἡ συνεργασία θὰ εἶναι ἀρκετὴ ὥστε νὰ ὁριστικοποιηθῇ ἡ ἀνασύστασις τοῦ Ὑπουργικοῦ Συμβουλίου, ἢ θὰ χρειασθῇ καὶ ἑτέρα συνεργασία κατὰ τὴν αὔριον.: [274, 1444, 504, 1547]
- row-label: Δηχ. Ἐθνικῆς Τραπέζης: [42, 303, 180, 318]
- banks-header: ΜΕΤΟΧΑΙ ΤΡΑΠΕΖΩΝ: [64, 210, 242, 226]
- story-subhead: Η ΟΡΚΩΜΟΣΙΑ ΤΩΝ ΝΕΩΝ ΥΠΟΥΡΓΩΝ: [295, 1552, 483, 1583]
- row-label: Ἑλληνικοῦ Ἠλεκτρισμοῦ: [42, 461, 189, 476]
- story-headline: Ο ΔΟΥΞ ΤΩΝ ΑΜΒΡΟΥΖΙΩΝ: [1130, 189, 1426, 225]
- row-label: Ἑλ. Ἑταιρία Ἐργολαβιῶν: [42, 476, 191, 491]
- divider: [752, 1412, 988, 1417]
- story-paragraph: Ἡ σχεδὸν μετ' ἀνακουφίσεως ἀποχώρησις τοῦ κ. Καλογεροπούλου ἐκ τοῦ Ὑπουργείου τῶν Οἰκονομικῶν προεκάλεσε βαθεῖαν ἐντύπωσιν, διότι μετὰ πάντων τῶν συμβουλίων βουλευτῶν καὶ ἀξιωματούχων ἐπιστεύετο ὅτι ὁ κ. Θεοτόκης θὰ ἐστερεῖτο μετὰ τὸν κ. Καλογερόπουλον.: [514, 1983, 744, 2156]
- table-row: [40, 664, 266, 679]
- arrest-subheadline: ΣΥΜΜΟΡΙΑΣ ΑΠΑΤΕΩΝΩΝ ΕΙΣ ΤΟΝ ΠΕΙΡΑΙΑ: [367, 193, 651, 262]
- row-label: Πανελλήνιον Ἀτμοπλοΐας: [42, 506, 193, 521]
- story-paragraph: ΒΕΡΟΛΙΝΟΝ, Μεσονύκτιον Παρασκευῆς.— Κατὰ τηλεγραφήματα ἐκ Τεχεράνης, ζωηρὰ μάχη συνεκροτήθη καὶ ἐξακολουθεῖ ἀπὸ τῆς χθὲς εἰς τὴν Ταυρίδα μεταξὺ τῶν φιλελευθέρων καὶ τῶν ὀπαδῶν τοῦ Σάχου.: [996, 1131, 1560, 1182]
- table-row: [40, 768, 266, 783]
- fx-sub2: Ὄψεως: [224, 707, 264, 721]
- row-value: 346.—: [226, 385, 264, 400]
- story-paragraph: ΒΕΡΟΛΙΝΟΝ, Μεσονύκτιον Παρασκευῆς.— Ἐσπερινὰ τηλεγραφήματα ἐκ Λονδίνου ἀγγέλλουν ὅτι ὁ ὑπουργὸς τῶν Ἐξωτερικῶν Γκρέϋ, ἀπαντῶν εἰς γενομένην ἐπερώτησιν, ἐδήλωσεν ὅτι ἡ κυβέρνησις παρακολουθεῖ μετὰ προσοχῆς τὰς συνεννοήσεις ἐπὶ τοῦ Μακεδονικοῦ ζητήματος. Τὸ Μακεδονικὸν ζήτημα παρατείνεται καὶ ὅτι ἡ λύσις αὐτοῦ θὰ βραδύνῃ ἐπὶ πολὺ ἕνεκεν τῶν πραγματικῶν δυσχερειῶν, αἵτινες θὰ διεξαχθῶσιν μεταξὺ τῶν Δυνάμεων.: [996, 482, 1560, 585]
- divider: [996, 611, 1560, 612]
- coins-header: ΝΟΜΙΣΜΑΤΑ: [99, 632, 207, 648]
- story-paragraph: (Τηλεγραφικῶς εἰς Σκρίπ). Ἀπαίσιον ἐγκλήματι τῆς Ἀμαλιάδος εἰς τὸ χωρίον Μπουχιάτι ὁ νέος Ντακούλας κατὰ τὴν παρελθοῦσαν νύκτα ἀπεπειράθη νὰ βιάσῃ τὴν 16ετῆ νεάνιδα Ἀφροδίτην Χατζούλη ἐκ τοῦ αὐτοῦ χωρίου.: [752, 1147, 988, 1263]
- divider: [752, 1564, 988, 1569]
- story-paragraph: Ἡ νεᾶνις ἀντιστᾶσα ὠργισμένως κατὰ τοῦ ἀγρίου ὁρμῶντος ἐπ' αὐτῆς ἐκείνος ἐξαγριωθεὶς ἐπὶ τῇ ἀντιστάσει ἐτραυμάτισεν αὐτὴν θανασίμως διὰ μαχαίρας.: [752, 1268, 988, 1351]
- divider: [40, 1880, 266, 1885]
- story-paragraph: Οἱ συλληφθέντες ἡλικίας 30 περίπου ἐτῶν ἐπαγγέλλονται τοὺς πλανοδίους ὀπωροπώλας καὶ κατάγονται ἐκ Κεφαλληνίας.: [274, 891, 504, 960]
- arrest-subheadline-2: ΤΟ ΨΕΥΔΟΜΑΚΕΔΟΝΙΚΟΝ ΚΟΜΙΤΑΤΟΝ: [386, 273, 632, 324]
- section-title: ΠΟΣΑ ΣΚΥΛΟΦΟΡΗΘΗΚΑΝ: [57, 957, 249, 973]
- dateline: ΠΥΡΓΟΣ, 20 Ἰουνίου.: [791, 1130, 949, 1146]
- table-row: [40, 401, 266, 416]
- story-headline-2: ΕΠΙ ΤΟΥ ΜΑΚΕΔΟΝ. ΖΗΤΗΜΑΤΟΣ: [1120, 454, 1436, 480]
- row-value: 51.—: [234, 552, 264, 567]
- section-title: ΑΠΟΤΡΟΠΑΙΟΝ: [797, 1076, 943, 1102]
- section-title: Ο κ. ΜΕΡΚΟΥΡΗΣ: [787, 841, 953, 867]
